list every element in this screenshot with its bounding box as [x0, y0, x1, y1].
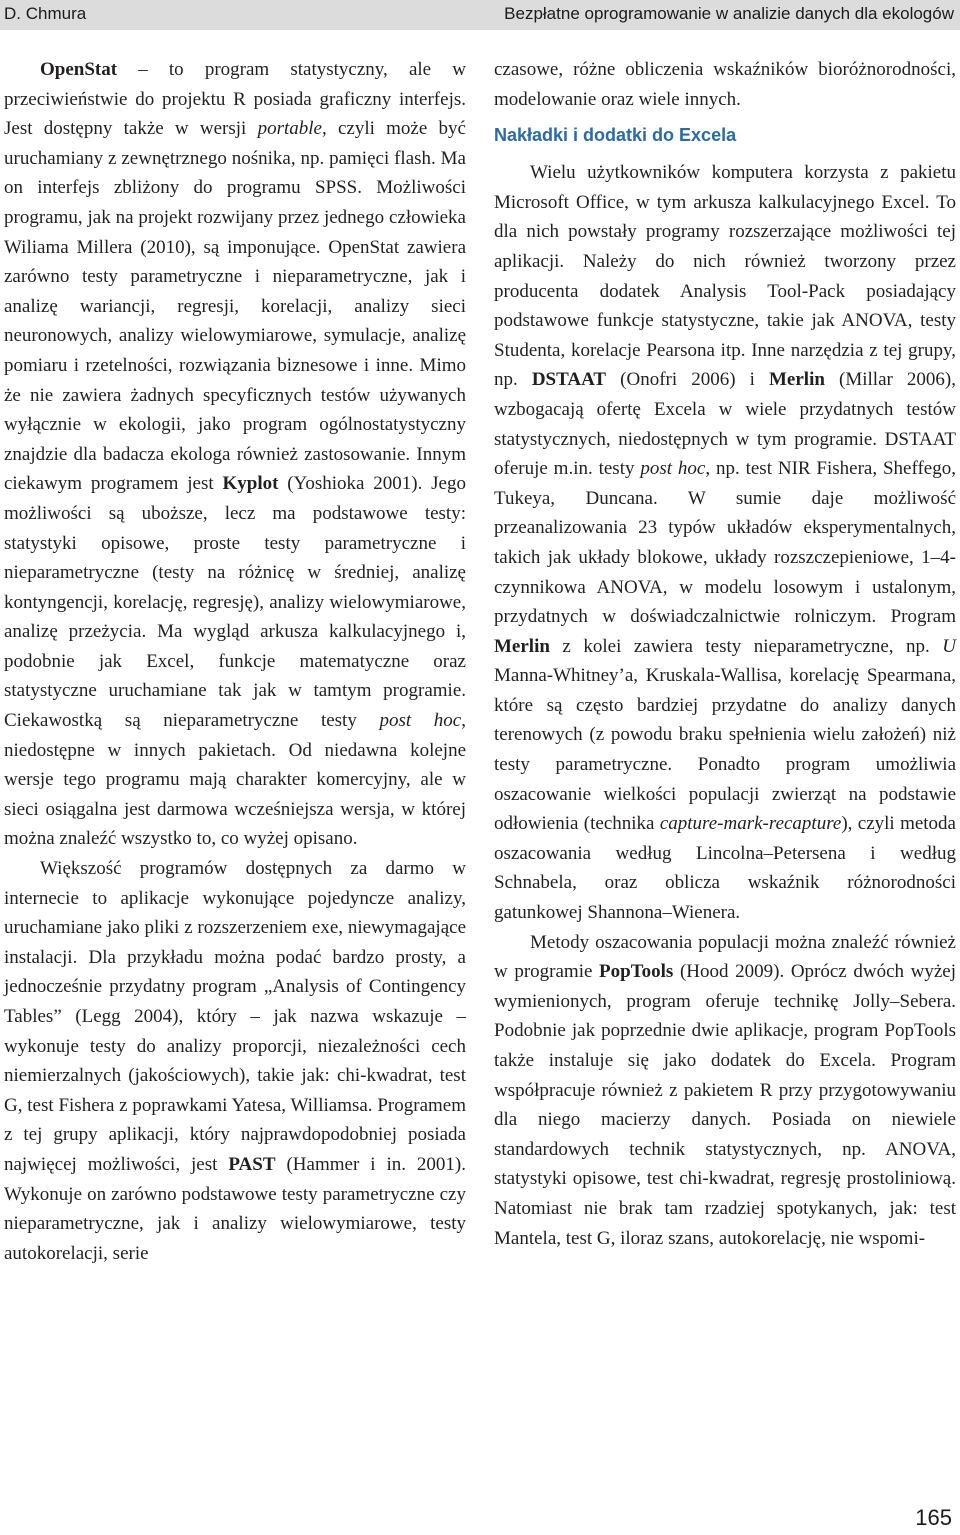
text-run: , np. test NIR Fishera, Sheffego, Tukeya, Duncana. W sumie daje możliwość przeanalizowania 23 typów układów eksperymentalnych, takich jak układy blokowe, układy rozszczepieniowe, 1–4-czynnikowa ANOVA, w modelu losowym i ustalonym, przydatnych w doświadczalnictwie rolniczym. Program: [494, 458, 956, 628]
header-title: Bezpłatne oprogramowanie w analizie danych dla ekologów: [504, 4, 954, 23]
term-merlin: Merlin: [769, 369, 825, 391]
paragraph-excel-addons: [494, 158, 956, 927]
italic-run: post hoc: [379, 710, 462, 732]
text-run: , niedostępne w innych pakietach. Od niedawna kolejne wersje tego programu mają charakter komercyjny, ale w sieci osiągalna jest darmowa wcześniejsza wersja, w której można znaleźć wszystko to, co wyżej opisano.: [4, 710, 466, 850]
paragraph-free-programs: [4, 854, 466, 1268]
header-author: D. Chmura: [4, 4, 87, 23]
term-poptools: PopTools: [599, 961, 674, 983]
text-run: (Hood 2009). Oprócz dwóch wyżej wymienionych, program oferuje technikę Jolly–Sebera. Podobnie jak poprzednie dwie aplikacje, program PopTools także instaluje się jako dodatek do Excela. Program współpracuje również z pakietem R przy przygotowywaniu dla niego macierzy danych. Posiada on niewiele standardowych technik statystycznych, np. ANOVA, statystyki opisowe, test chi-kwadrat, regresję prostoliniową. Natomiast nie brak tam rzadziej spotykanych, jak: test Mantela, test G, iloraz szans, autokorelację, nie wspomi-: [494, 961, 956, 1249]
text-run: (Yoshioka 2001). Jego możliwości są uboższe, lecz ma podstawowe testy: statystyki opisowe, proste testy parametryczne i nieparametryczne (testy na różnicę w średniej, analizę kontyngencji, korelację, regresję), analizy wielowymiarowe, analizę przeżycia. Ma wygląd arkusza kalkulacyjnego i, podobnie jak Excel, funkcje matematyczne oraz statystyczne uruchamiane tak jak w tamtym programie. Ciekawostką są nieparametryczne testy: [4, 473, 466, 732]
text-run: (Onofri 2006) i: [606, 369, 769, 391]
right-column: [494, 55, 956, 1253]
text-run: – to program statystyczny, ale w przeciwieństwie do projektu R posiada graficzny interfejs. Jest dostępny także w wersji: [4, 59, 466, 140]
running-header: [0, 0, 960, 30]
term-dstaat: DSTAAT: [531, 369, 607, 391]
paragraph-openstat: [4, 55, 466, 854]
paragraph-poptools: [494, 928, 956, 1254]
text-run: Wielu użytkowników komputera korzysta z pakietu Microsoft Office, w tym arkusza kalkulacyjnego Excel. To dla nich powstały programy rozszerzające możliwości tej aplikacji. Należy do nich również tworzony przez producenta dodatek Analysis Tool-Pack posiadający podstawowe funkcje statystyczne, takie jak ANOVA, testy Studenta, korelacje Pearsona itp. Inne narzędzia z tej grupy, np.: [494, 162, 956, 391]
text-run: Metody oszacowania populacji można znaleźć również w programie: [494, 931, 956, 983]
term-merlin: Merlin: [494, 635, 550, 657]
left-column: [4, 55, 466, 1268]
term-past: PAST: [228, 1153, 276, 1175]
italic-run: portable: [257, 118, 322, 140]
paragraph-continued: czasowe, różne obliczenia wskaźników bioróżnorodności, modelowanie oraz wiele innych.: [494, 59, 956, 110]
italic-run: post hoc: [640, 458, 706, 480]
page-number: 165: [915, 1505, 952, 1530]
italic-run: capture-mark-recapture: [659, 813, 842, 835]
text-run: z kolei zawiera testy nieparametryczne, np.: [549, 635, 943, 657]
text-run: Manna-Whitney’a, Kruskala-Wallisa, korelację Spearmana, które są często bardziej przydatne do analizy danych terenowych (z powodu braku spełnienia wielu założeń) niż testy parametryczne. Ponadto program umożliwia oszacowanie wielkości populacji zwierząt na podstawie odłowienia (technika: [494, 665, 956, 835]
text-run: , czyli może być uruchamiany z zewnętrznego nośnika, np. pamięci flash. Ma on interfejs zbliżony do programu SPSS. Możliwości programu, jak na projekt rozwijany przez jednego człowieka Wiliama Millera (2010), są imponujące. OpenStat zawiera zarówno testy parametryczne i nieparametryczne, jak i analizę wariancji, regresji, korelacji, analizy sieci neuronowych, analizy wielowymiarowe, symulacje, analizę pomiaru i rzetelności, rozwiązania biznesowe i inne. Mimo że nie zawiera żadnych specyficznych testów używanych wyłącznie w ekologii, jako program ogólnostatystyczny znajdzie dla badacza ekologa również zastosowanie. Innym ciekawym programem jest: [4, 118, 466, 495]
text-run: (Hammer i in. 2001). Wykonuje on zarówno podstawowe testy parametryczne czy nieparametryczne, jak i analizy wielowymiarowe, testy autokorelacji, serie: [4, 1153, 466, 1264]
text-run: Większość programów dostępnych za darmo w internecie to aplikacje wykonujące pojedyncze analizy, uruchamiane jako pliki z rozszerzeniem exe, niewymagające instalacji. Dla przykładu można podać bardzo prosty, a jednocześnie przydatny program „Analysis of Contingency Tables” (Legg 2004), który – jak nazwa wskazuje – wykonuje testy do analizy proporcji, niezależności cech niemierzalnych (jakościowych), takie jak: chi-kwadrat, test G, test Fishera z poprawkami Yatesa, Williamsa. Programem z tej grupy aplikacji, który najprawdopodobniej posiada najwięcej możliwości, jest: [4, 858, 466, 1175]
italic-run: U: [942, 635, 956, 657]
term-kyplot: Kyplot: [222, 473, 279, 495]
text-run: (Millar 2006), wzbogacają ofertę Excela w wiele przydatnych testów statystycznych, niedostępnych w tym programie. DSTAAT oferuje m.in. testy: [494, 369, 956, 480]
term-openstat: OpenStat: [40, 59, 118, 80]
text-run: ), czyli metoda oszacowania według Lincolna–Petersena i według Schnabela, oraz oblicza wskaźnik różnorodności gatunkowej Shannona–Wienera.: [494, 813, 956, 924]
section-heading: Nakładki i dodatki do Excela: [494, 125, 737, 146]
